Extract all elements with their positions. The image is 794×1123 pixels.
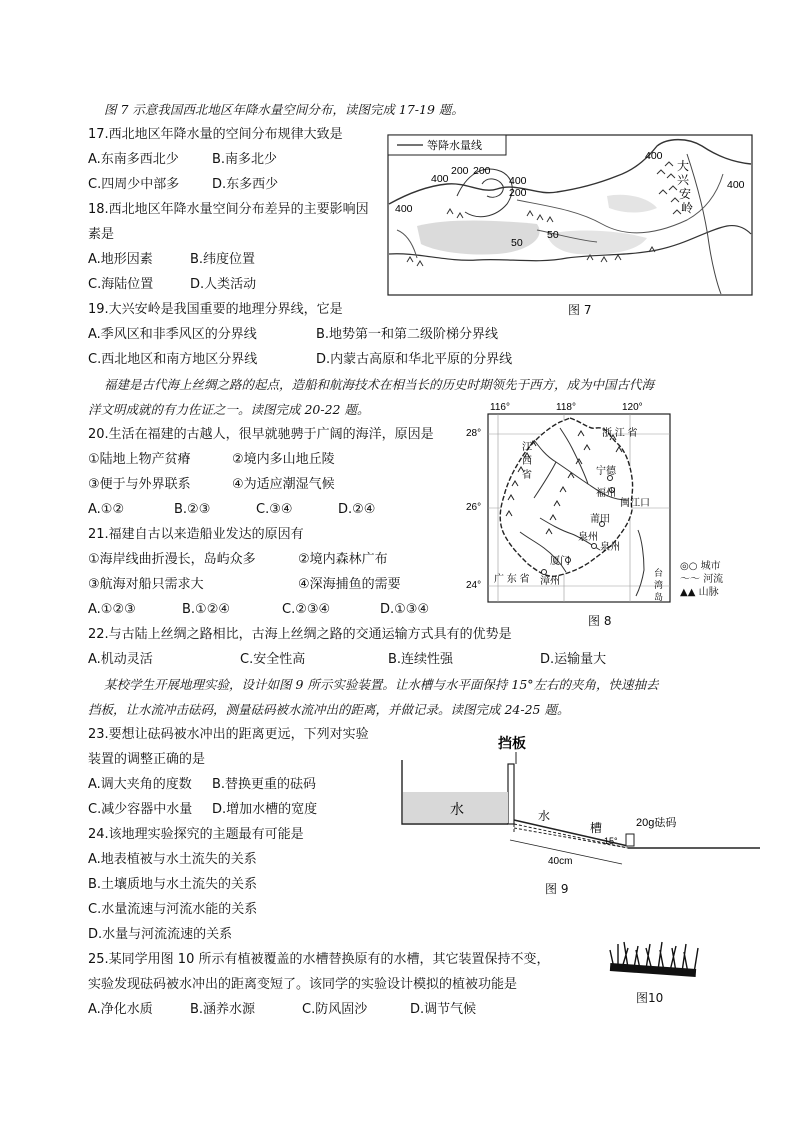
fig9-water-label: 水: [450, 801, 464, 817]
river-icon: ～～: [680, 574, 700, 585]
fig10-caption: 图10: [636, 991, 664, 1005]
fig7-isohyet-400-e: 400: [727, 179, 745, 191]
fig7-isohyet-200-c: 200: [509, 187, 527, 199]
fig8-legend: [680, 560, 723, 599]
fig8-lon-116: 116°: [490, 402, 510, 413]
fig9-length-label: 40cm: [548, 856, 573, 867]
q21-statement-4: ④深海捕鱼的需要: [298, 577, 401, 592]
q18-stem-line2: 素是: [88, 227, 115, 242]
fig9-baffle: [508, 764, 514, 824]
q23-option-a[interactable]: A.调大夹角的度数: [88, 777, 192, 792]
q21-stem: 21.福建自古以来造船业发达的原因有: [88, 527, 304, 542]
fig8-guangdong: 广 东 省: [494, 574, 530, 585]
fig9-baffle-label: 挡板: [498, 735, 526, 751]
q25-option-d[interactable]: D.调节气候: [410, 1002, 477, 1017]
fig7-isohyet-400-w1: 400: [431, 173, 449, 185]
q25-option-a[interactable]: A.净化水质: [88, 1002, 153, 1017]
q20-statement-4: ④为适应潮湿气候: [232, 477, 335, 492]
q19-option-d[interactable]: D.内蒙古高原和华北平原的分界线: [316, 352, 513, 367]
fig7-precipitation-map: [387, 134, 753, 296]
fig8-city-ningde: 宁德: [596, 466, 616, 477]
q24-option-c[interactable]: C.水量流速与河流水能的关系: [88, 902, 258, 917]
q21-statement-3: ③航海对船只需求大: [88, 577, 204, 592]
q18-option-a[interactable]: A.地形因素: [88, 252, 153, 267]
q22-option-a[interactable]: A.机动灵活: [88, 652, 153, 667]
q18-stem-line1: 18.西北地区年降水量空间分布差异的主要影响因: [88, 202, 369, 217]
fig8-taiwan-1: 台: [654, 568, 664, 578]
q21-option-d[interactable]: D.①③④: [380, 602, 430, 617]
fig8-city-xiamen: 厦门: [550, 556, 570, 567]
fig8-legend-river: 河流: [703, 574, 724, 585]
q20-option-d[interactable]: D.②④: [338, 502, 376, 517]
fig8-city-putian: 莆田: [590, 514, 610, 525]
fig8-city-quanzhou-b: 泉州: [600, 542, 620, 553]
fig8-lon-120: 120°: [622, 402, 643, 413]
q21-option-b[interactable]: B.①②④: [182, 602, 231, 617]
intro-fig8-line2: 洋文明成就的有力佐证之一。读图完成 20-22 题。: [88, 402, 370, 417]
fig7-isohyet-200-w2: 200: [473, 165, 491, 177]
fig9-trough-label-1: 水: [538, 809, 551, 823]
fig9-caption: 图 9: [545, 882, 569, 896]
q18-option-c[interactable]: C.海陆位置: [88, 277, 154, 292]
fig8-city-zhangzhou: 漳州: [540, 576, 560, 587]
fig8-minjiang-estuary: 闽江口: [620, 498, 650, 509]
q17-option-a[interactable]: A.东南多西北少: [88, 152, 179, 167]
q23-option-b[interactable]: B.替换更重的砝码: [212, 777, 317, 792]
q25-stem-line1: 25.某同学用图 10 所示有植被覆盖的水槽替换原有的水槽，其它装置保持不变，: [88, 952, 550, 967]
q23-option-c[interactable]: C.减少容器中水量: [88, 802, 193, 817]
q23-stem-line2: 装置的调整正确的是: [88, 752, 206, 767]
q21-option-a[interactable]: A.①②③: [88, 602, 136, 617]
q20-statement-3: ③便于与外界联系: [88, 477, 191, 492]
fig8-taiwan-2: 湾: [654, 580, 664, 590]
city-icon: ◎○: [680, 561, 698, 572]
fig8-jiangxi-2: 西: [522, 456, 532, 467]
q24-option-d[interactable]: D.水量与河流流速的关系: [88, 927, 233, 942]
fig7-isohyet-50-b: 50: [511, 237, 523, 249]
fig9-experiment-device: [398, 730, 762, 880]
intro-fig9-line1: 某校学生开展地理实验，设计如图 9 所示实验装置。让水槽与水平面保持 15°左右的夹角，快速抽去: [104, 677, 659, 692]
fig9-trough-label-2: 槽: [590, 821, 603, 835]
fig7-daxinganling-4: 岭: [681, 201, 694, 215]
fig10-vegetated-trough: [606, 938, 702, 982]
q25-option-b[interactable]: B.涵养水源: [190, 1002, 256, 1017]
q20-option-c[interactable]: C.③④: [256, 502, 293, 517]
q20-statement-2: ②境内多山地丘陵: [232, 452, 335, 467]
fig8-jiangxi-3: 省: [522, 470, 532, 481]
fig9-weight: [626, 834, 634, 846]
q20-statement-1: ①陆地上物产贫瘠: [88, 452, 191, 467]
fig9-weight-label: 20g砝码: [636, 817, 677, 829]
fig8-fujian-map: [460, 400, 680, 606]
fig8-jiangxi-1: 江: [522, 442, 532, 453]
fig7-isohyet-50-a: 50: [547, 229, 559, 241]
q24-option-a[interactable]: A.地表植被与水土流失的关系: [88, 852, 257, 867]
q25-stem-line2: 实验发现砝码被水冲出的距离变短了。该同学的实验设计模拟的植被功能是: [88, 977, 518, 992]
fig8-city-quanzhou-a: 泉州: [578, 532, 598, 543]
q17-option-b[interactable]: B.南多北少: [212, 152, 278, 167]
fig8-taiwan-3: 岛: [654, 592, 664, 602]
q17-stem: 17.西北地区年降水量的空间分布规律大致是: [88, 127, 343, 142]
fig8-lat-28: 28°: [466, 428, 482, 439]
fig7-isohyet-400-ne: 400: [645, 150, 663, 162]
q22-option-b[interactable]: B.连续性强: [388, 652, 454, 667]
q24-stem: 24.该地理实验探究的主题最有可能是: [88, 827, 304, 842]
q18-option-d[interactable]: D.人类活动: [190, 277, 257, 292]
q22-option-d[interactable]: D.运输量大: [540, 652, 607, 667]
q19-option-b[interactable]: B.地势第一和第二级阶梯分界线: [316, 327, 499, 342]
q17-option-d[interactable]: D.东多西少: [212, 177, 279, 192]
fig9-angle-label: 15°: [604, 836, 618, 846]
intro-fig8-line1: 福建是古代海上丝绸之路的起点，造船和航海技术在相当长的历史时期领先于西方，成为中国古代海: [104, 377, 655, 392]
fig8-city-fuzhou: 福州: [596, 488, 616, 499]
q21-statement-2: ②境内森林广布: [298, 552, 388, 567]
q20-option-a[interactable]: A.①②: [88, 502, 125, 517]
intro-fig7: 图 7 示意我国西北地区年降水量空间分布，读图完成 17-19 题。: [104, 102, 464, 117]
fig8-lat-26: 26°: [466, 502, 482, 513]
q17-option-c[interactable]: C.四周少中部多: [88, 177, 180, 192]
q18-option-b[interactable]: B.纬度位置: [190, 252, 256, 267]
q19-option-a[interactable]: A.季风区和非季风区的分界线: [88, 327, 257, 342]
fig8-caption: 图 8: [588, 614, 612, 628]
q20-stem: 20.生活在福建的古越人，很早就驰骋于广阔的海洋，原因是: [88, 427, 434, 442]
q19-stem: 19.大兴安岭是我国重要的地理分界线，它是: [88, 302, 343, 317]
q21-statement-1: ①海岸线曲折漫长，岛屿众多: [88, 552, 256, 567]
fig8-legend-mountain: 山脉: [698, 587, 719, 598]
fig7-isohyet-400-w: 400: [395, 203, 413, 215]
q23-option-d[interactable]: D.增加水槽的宽度: [212, 802, 318, 817]
fig7-isohyet-200-w1: 200: [451, 165, 469, 177]
fig8-lat-24: 24°: [466, 580, 482, 591]
fig7-daxinganling-1: 大: [677, 159, 690, 173]
fig7-legend-label: 等降水量线: [427, 140, 482, 152]
fig8-lon-118: 118°: [556, 402, 576, 413]
q23-stem-line1: 23.要想让砝码被水冲出的距离更远，下列对实验: [88, 727, 369, 742]
q19-option-c[interactable]: C.西北地区和南方地区分界线: [88, 352, 258, 367]
q21-option-c[interactable]: C.②③④: [282, 602, 331, 617]
fig7-daxinganling-2: 兴: [677, 173, 690, 187]
fig7-isohyet-400-c: 400: [509, 175, 527, 187]
fig8-zhejiang: 浙 江 省: [602, 428, 638, 439]
q22-stem: 22.与古陆上丝绸之路相比，古海上丝绸之路的交通运输方式具有的优势是: [88, 627, 512, 642]
intro-fig9-line2: 挡板，让水流冲击砝码，测量砝码被水流冲出的距离，并做记录。读图完成 24-25 题。: [88, 702, 570, 717]
q22-option-c[interactable]: C.安全性高: [240, 652, 306, 667]
fig7-legend: [388, 135, 506, 155]
q24-option-b[interactable]: B.土壤质地与水土流失的关系: [88, 877, 258, 892]
fig7-caption: 图 7: [568, 303, 592, 317]
mountain-icon: ▲▲: [680, 587, 696, 598]
fig8-legend-city: 城市: [700, 561, 721, 572]
q25-option-c[interactable]: C.防风固沙: [302, 1002, 368, 1017]
q20-option-b[interactable]: B.②③: [174, 502, 211, 517]
fig7-daxinganling-3: 安: [679, 187, 692, 201]
